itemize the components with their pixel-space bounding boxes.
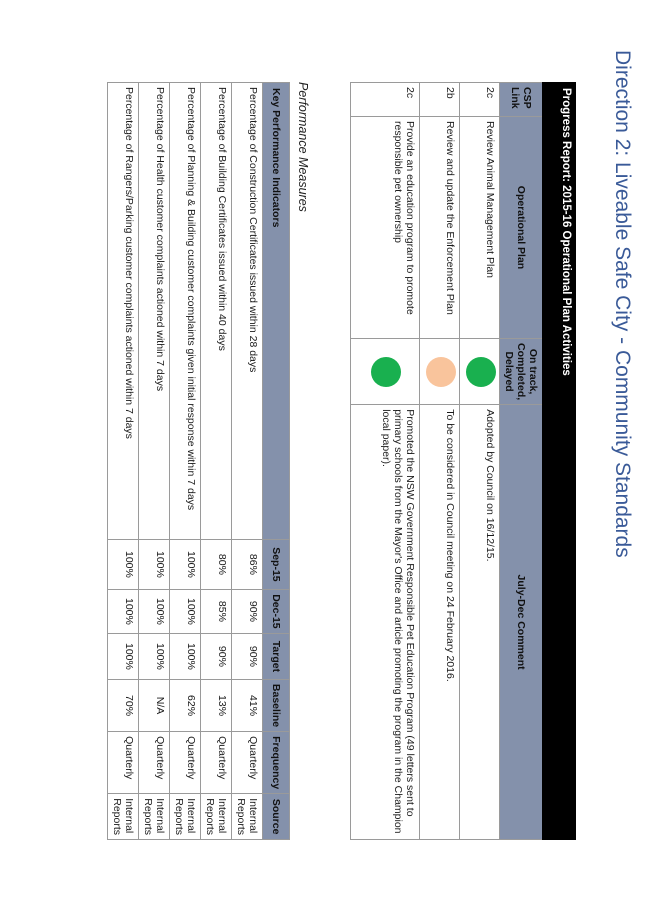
table-row	[139, 83, 170, 840]
status-indicator-icon	[372, 357, 402, 387]
kpi-kpi: Percentage of Building Certificates issued within 40 days	[201, 83, 232, 540]
header-sep15: Sep-15	[263, 539, 290, 589]
kpi-frequency: Quarterly	[201, 732, 232, 794]
kpi-dec15: 90%	[232, 589, 263, 633]
page-title: Direction 2: Liveable Safe City - Community Standards	[611, 50, 634, 558]
progress-banner-row	[543, 83, 576, 840]
kpi-baseline: 62%	[170, 679, 201, 731]
kpi-dec15: 85%	[201, 589, 232, 633]
header-kpi: Key Performance Indicators	[263, 83, 290, 540]
table-row	[232, 83, 263, 840]
header-comment: July-Dec Comment	[500, 405, 543, 840]
performance-table	[107, 82, 290, 840]
header-baseline: Baseline	[263, 679, 290, 731]
kpi-baseline: N/A	[139, 679, 170, 731]
kpi-frequency: Quarterly	[139, 732, 170, 794]
header-csp-link: CSP Link	[500, 83, 543, 117]
table-row	[420, 83, 460, 840]
kpi-frequency: Quarterly	[170, 732, 201, 794]
header-dec15: Dec-15	[263, 589, 290, 633]
progress-report-table	[350, 82, 576, 840]
kpi-target: 100%	[170, 633, 201, 679]
csp-link: 2c	[460, 83, 500, 117]
section-title: Performance Measures	[296, 82, 310, 212]
kpi-kpi: Percentage of Construction Certificates issued within 28 days	[232, 83, 263, 540]
status-cell	[460, 339, 500, 405]
kpi-sep15: 100%	[139, 539, 170, 589]
status-indicator-icon	[426, 357, 456, 387]
kpi-target: 90%	[232, 633, 263, 679]
kpi-target: 100%	[139, 633, 170, 679]
kpi-sep15: 100%	[108, 539, 139, 589]
kpi-source: Internal Reports	[201, 794, 232, 840]
kpi-dec15: 100%	[108, 589, 139, 633]
operational-plan: Review Animal Management Plan	[460, 117, 500, 339]
kpi-frequency: Quarterly	[232, 732, 263, 794]
table-row	[201, 83, 232, 840]
kpi-kpi: Percentage of Health customer complaints actioned within 7 days	[139, 83, 170, 540]
kpi-kpi: Percentage of Rangers/Parking customer complaints actioned within 7 days	[108, 83, 139, 540]
status-cell	[420, 339, 460, 405]
progress-header-row	[500, 83, 543, 840]
kpi-dec15: 100%	[139, 589, 170, 633]
csp-link: 2b	[420, 83, 460, 117]
comment: To be considered in Council meeting on 24 February 2016.	[420, 405, 460, 840]
status-indicator-icon	[466, 357, 496, 387]
kpi-dec15: 100%	[170, 589, 201, 633]
header-frequency: Frequency	[263, 732, 290, 794]
comment: Promoted the NSW Government Responsible Pet Education Program (49 letters sent to primary schools from the Mayor's Office and article promoting the program in the Champion local paper).	[351, 405, 420, 840]
kpi-target: 100%	[108, 633, 139, 679]
kpi-source: Internal Reports	[108, 794, 139, 840]
kpi-baseline: 13%	[201, 679, 232, 731]
kpi-sep15: 86%	[232, 539, 263, 589]
kpi-target: 90%	[201, 633, 232, 679]
kpi-source: Internal Reports	[139, 794, 170, 840]
header-source: Source	[263, 794, 290, 840]
header-target: Target	[263, 633, 290, 679]
kpi-sep15: 80%	[201, 539, 232, 589]
kpi-source: Internal Reports	[170, 794, 201, 840]
operational-plan: Provide an education program to promote responsible pet ownership	[351, 117, 420, 339]
kpi-kpi: Percentage of Planning & Building customer complaints given initial response within 7 days	[170, 83, 201, 540]
progress-banner: Progress Report: 2015-16 Operational Plan Activities	[543, 83, 576, 840]
kpi-source: Internal Reports	[232, 794, 263, 840]
table-row	[108, 83, 139, 840]
status-cell	[351, 339, 420, 405]
kpi-rows	[108, 83, 263, 840]
kpi-baseline: 41%	[232, 679, 263, 731]
kpi-frequency: Quarterly	[108, 732, 139, 794]
kpi-header-row	[263, 83, 290, 840]
table-row	[351, 83, 420, 840]
table-row	[170, 83, 201, 840]
kpi-baseline: 70%	[108, 679, 139, 731]
comment: Adopted by Council on 16/12/15.	[460, 405, 500, 840]
table-row	[460, 83, 500, 840]
csp-link: 2c	[351, 83, 420, 117]
header-status: On track, Completed, Delayed	[500, 339, 543, 405]
operational-plan: Review and update the Enforcement Plan	[420, 117, 460, 339]
header-operational-plan: Operational Plan	[500, 117, 543, 339]
kpi-sep15: 100%	[170, 539, 201, 589]
